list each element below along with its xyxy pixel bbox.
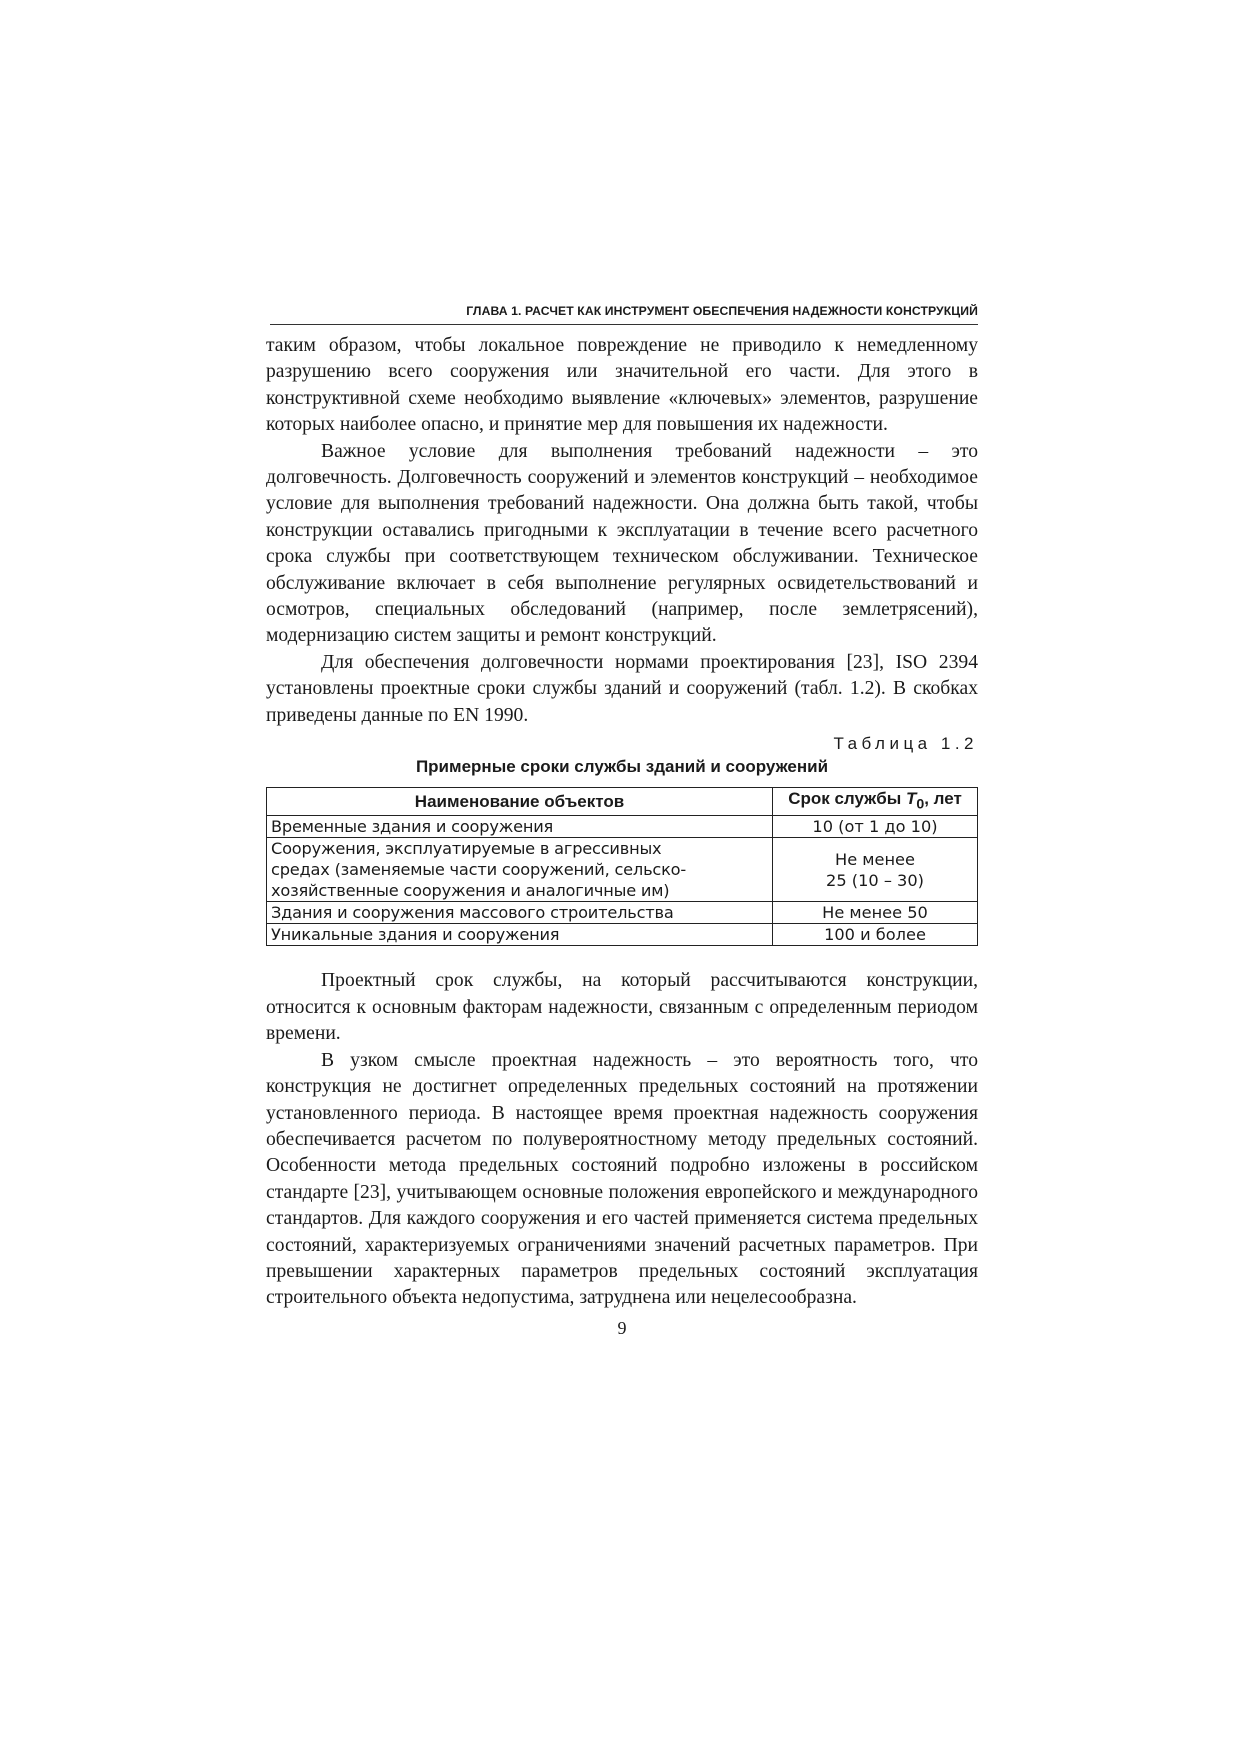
column-header-term-symbol: T	[905, 789, 917, 809]
table-body	[267, 816, 978, 946]
body-text-bottom	[266, 968, 978, 1311]
cell-line: средах (заменяемые части сооружений, сельско-	[271, 860, 687, 880]
page-number: 9	[617, 1317, 627, 1338]
body-text-top	[266, 333, 978, 729]
cell-line: Не менее 50	[822, 903, 928, 923]
table-title: Примерные сроки службы зданий и сооружений	[415, 757, 829, 777]
book-page	[266, 304, 978, 1339]
cell-line: 25 (10 – 30)	[826, 870, 924, 890]
cell-service-life	[773, 816, 978, 838]
cell-line: Здания и сооружения массового строительства	[271, 903, 674, 923]
table-row	[267, 924, 978, 946]
cell-object-name	[267, 838, 773, 902]
running-header: ГЛАВА 1. РАСЧЕТ КАК ИНСТРУМЕНТ ОБЕСПЕЧЕНИЯ НАДЕЖНОСТИ КОНСТРУКЦИЙ	[270, 304, 978, 325]
service-life-table	[266, 787, 978, 946]
cell-service-life	[773, 838, 978, 902]
cell-line: 100 и более	[824, 925, 926, 945]
column-header-term	[773, 788, 978, 816]
cell-object-name	[267, 924, 773, 946]
cell-service-life	[773, 924, 978, 946]
cell-object-name	[267, 816, 773, 838]
paragraph-durability: Важное условие для выполнения требований надежности – это долговечность. Долговечность сооружений и элементов конструкций – необходимое условие для выполнения требований надежности. Она должна быть такой, чтобы конструкции оставались пригодными к эксплуатации в течение всего расчетного срока службы при соответствующем техническом обслуживании. Техническое обслуживание включает в себя выполнение регулярных освидетельствований и осмотров, специальных обследований (например, после землетрясений), модернизацию систем защиты и ремонт конструкций.	[266, 440, 978, 647]
cell-object-name	[267, 902, 773, 924]
table-row	[267, 838, 978, 902]
paragraph-norms: Для обеспечения долговечности нормами проектирования [23], ISO 2394 установлены проектные сроки службы зданий и сооружений (табл. 1.2). В скобках приведены данные по EN 1990.	[266, 651, 978, 726]
cell-line: Сооружения, эксплуатируемые в агрессивных	[271, 839, 662, 859]
column-header-name: Наименование объектов	[267, 788, 773, 816]
column-header-term-prefix: Срок службы	[788, 789, 906, 809]
cell-line: 10 (от 1 до 10)	[812, 817, 938, 837]
table-row	[267, 902, 978, 924]
table-number: Таблица 1.2	[833, 734, 978, 754]
cell-line: Не менее	[835, 849, 915, 869]
cell-line: Временные здания и сооружения	[271, 817, 554, 837]
cell-line: хозяйственные сооружения и аналогичные им)	[271, 881, 670, 901]
paragraph-continuation: таким образом, чтобы локальное повреждение не приводило к немедленному разрушению всего сооружения или значительной его части. Для этого в конструктивной схеме необходимо выявление «ключевых» элементов, разрушение которых наиболее опасно, и принятие мер для повышения их надежности.	[266, 335, 978, 436]
table-row	[267, 816, 978, 838]
cell-line: Уникальные здания и сооружения	[271, 925, 560, 945]
column-header-term-subscript: 0	[916, 796, 925, 813]
paragraph-design-life: Проектный срок службы, на который рассчитываются конструкции, относится к основным факторам надежности, связанным с определенным периодом времени.	[266, 970, 978, 1045]
table-header-row	[267, 788, 978, 816]
column-header-term-suffix: , лет	[924, 789, 962, 809]
cell-service-life	[773, 902, 978, 924]
paragraph-reliability: В узком смысле проектная надежность – это вероятность того, что конструкция не достигнет определенных предельных состояний на протяжении установленного периода. В настоящее время проектная надежность сооружения обеспечивается расчетом по полувероятностному методу предельных состояний. Особенности метода предельных состояний подробно изложены в российском стандарте [23], учитывающем основные положения европейского и международного стандартов. Для каждого сооружения и его частей применяется система предельных состояний, характеризуемых ограничениями значений расчетных параметров. При превышении характерных параметров предельных состояний эксплуатация строительного объекта недопустима, затруднена или нецелесообразна.	[266, 1049, 978, 1309]
